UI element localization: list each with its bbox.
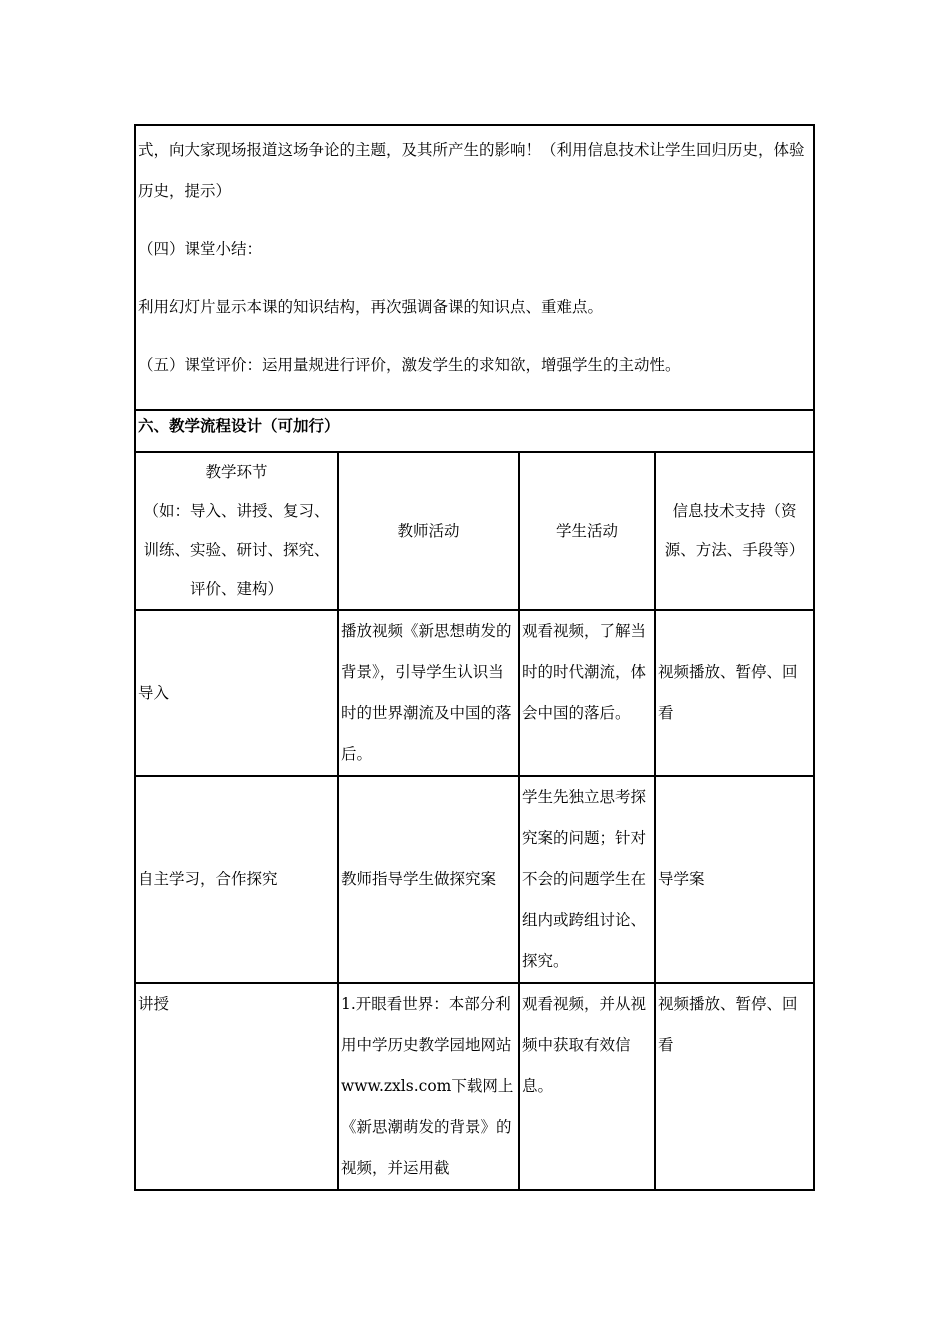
tech-cell: 导学案 (655, 776, 814, 983)
teacher-cell: 教师指导学生做探究案 (338, 776, 519, 983)
teacher-cell: 播放视频《新思想萌发的背景》，引导学生认识当时的世界潮流及中国的落后。 (338, 610, 519, 776)
header-student: 学生活动 (519, 452, 655, 610)
student-cell: 观看视频，了解当时的时代潮流，体会中国的落后。 (519, 610, 655, 776)
stage-cell: 自主学习，合作探究 (135, 776, 338, 983)
stage-cell: 讲授 (135, 983, 338, 1190)
header-teacher: 教师活动 (338, 452, 519, 610)
intro-paragraph-2: （四）课堂小结： (138, 240, 263, 258)
stage-cell: 导入 (135, 610, 338, 776)
section-title-cell (135, 410, 814, 452)
header-stage-note: （如：导入、讲授、复习、训练、实验、研讨、探究、评价、建构） (143, 502, 330, 598)
student-cell: 观看视频，并从视频中获取有效信息。 (519, 983, 655, 1190)
header-tech: 信息技术支持（资源、方法、手段等） (655, 452, 814, 610)
intro-cell (135, 125, 814, 410)
header-stage-title: 教学环节 (205, 463, 268, 481)
tech-cell: 视频播放、暂停、回看 (655, 610, 814, 776)
section-title: 六、教学流程设计（可加行） (138, 416, 340, 435)
student-cell: 学生先独立思考探究案的问题；针对不会的问题学生在组内或跨组讨论、探究。 (519, 776, 655, 983)
table-row (135, 610, 814, 776)
intro-paragraph-3: 利用幻灯片显示本课的知识结构，再次强调备课的知识点、重难点。 (138, 298, 604, 316)
teacher-cell: 1.开眼看世界：本部分利用中学历史教学园地网站www.zxls.com下载网上《新思潮萌发的背景》的视频，并运用截 (338, 983, 519, 1190)
tech-cell: 视频播放、暂停、回看 (655, 983, 814, 1190)
table-header-row (135, 452, 814, 610)
table-row (135, 776, 814, 983)
lesson-plan-table (134, 124, 815, 1191)
intro-paragraph-4: （五）课堂评价：运用量规进行评价，激发学生的求知欲，增强学生的主动性。 (138, 356, 681, 374)
intro-paragraph-1: 式，向大家现场报道这场争论的主题，及其所产生的影响！（利用信息技术让学生回归历史，体验历史，提示） (138, 141, 805, 200)
header-stage (135, 452, 338, 610)
table-row (135, 983, 814, 1190)
